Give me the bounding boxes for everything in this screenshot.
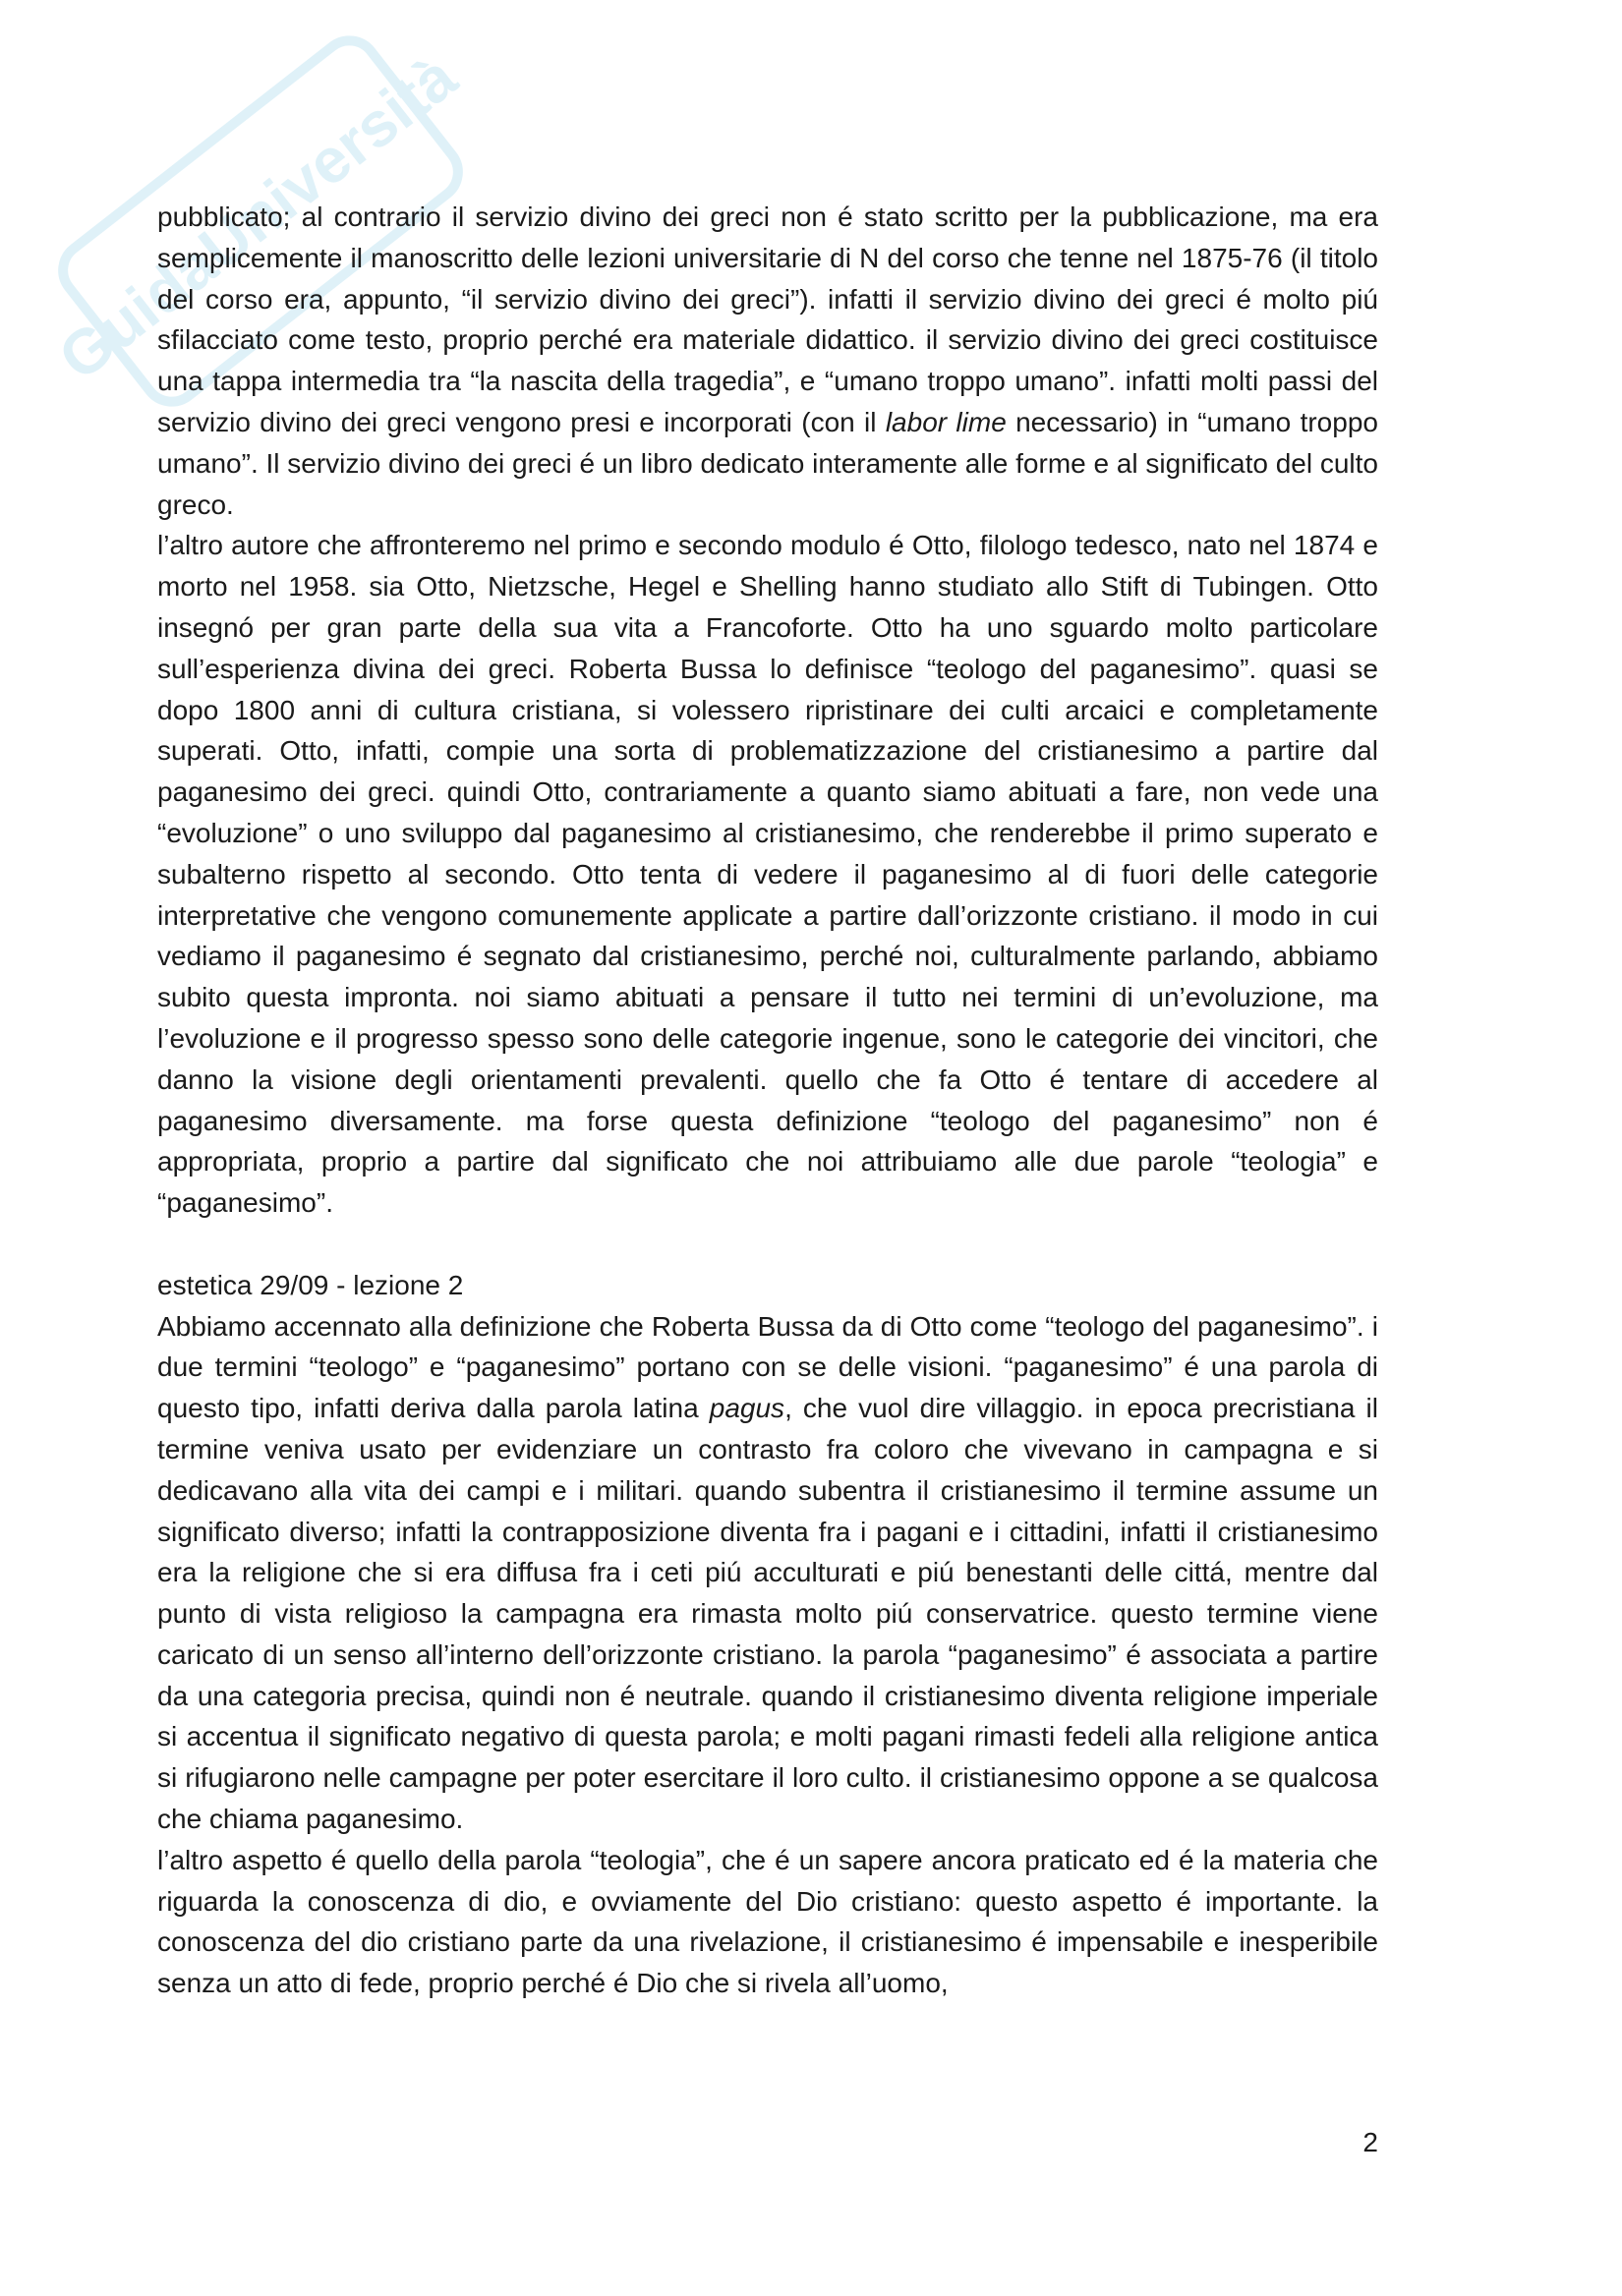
paragraph-text: l’altro autore che affronteremo nel primo e secondo modulo é Otto, filologo tedesco, nato nel 1874 e morto nel 1958. sia Otto, Nietzsche, Hegel e Shelling hanno studiato allo Stift di Tubingen. Otto insegnó per gran parte della sua vita a Francoforte. Otto ha uno sguardo molto particolare sull’esperienza divina dei greci. Roberta Bussa lo definisce “teologo del paganesimo”. quasi se dopo 1800 anni di cultura cristiana, si volessero ripristinare dei culti arcaici e completamente superati. Otto, infatti, compie una sorta di problematizzazione del cristianesimo a partire dal paganesimo dei greci. quindi Otto, contrariamente a quanto siamo abituati a fare, non vede una “evoluzione” o uno sviluppo dal paganesimo al cristianesimo, che renderebbe il primo superato e subalterno rispetto al secondo. Otto tenta di vedere il paganesimo al di fuori delle categorie interpretative che vengono comunemente applicate a partire dall’orizzonte cristiano. il modo in cui vediamo il paganesimo é segnato dal cristianesimo, perché noi, culturalmente parlando, abbiamo subito questa impronta. noi siamo abituati a pensare il tutto nei termini di un’evoluzione, ma l’evoluzione e il progresso spesso sono delle categorie ingenue, sono le categorie dei vincitori, che danno la visione degli orientamenti prevalenti. quello che fa Otto é tentare di accedere al paganesimo diversamente. ma forse questa definizione “teologo del paganesimo” non é appropriata, proprio a partire dal significato che noi attribuiamo alle due parole “teologia” e “paganesimo”. bbox=[157, 530, 1378, 1219]
document-body bbox=[157, 197, 1378, 2004]
section-intro bbox=[157, 197, 1378, 1224]
paragraph-text: Abbiamo accennato alla definizione che Roberta Bussa da di Otto come “teologo del paganesimo”. i due termini “teologo” e “paganesimo” portano con se delle visioni. “paganesimo” é una parola di questo tipo, infatti deriva dalla parola latina bbox=[157, 1310, 1378, 1424]
paragraph-text: pubblicato; al contrario il servizio divino dei greci non é stato scritto per la pubblicazione, ma era semplicemente il manoscritto delle lezioni universitarie di N del corso che tenne nel 1875-76 (il titolo del corso era, appunto, “il servizio divino dei greci”). infatti il servizio divino dei greci é molto piú sfilacciato come testo, proprio perché era materiale didattico. il servizio divino dei greci costituisce una tappa intermedia tra “la nascita della tragedia”, e “umano troppo umano”. infatti molti passi del servizio divino dei greci vengono presi e incorporati (con il bbox=[157, 201, 1378, 437]
paragraph-text: l’altro aspetto é quello della parola “teologia”, che é un sapere ancora praticato ed é la materia che riguarda la conoscenza di dio, e ovviamente del Dio cristiano: questo aspetto é importante. la conoscenza del dio cristiano parte da una rivelazione, il cristianesimo é impensabile e inesperibile senza un atto di fede, proprio perché é Dio che si rivela all’uomo, bbox=[157, 1844, 1378, 1999]
paragraph bbox=[157, 197, 1378, 525]
paragraph bbox=[157, 1306, 1378, 1840]
page-number: 2 bbox=[1362, 2127, 1378, 2157]
section-lesson-2 bbox=[157, 1306, 1378, 2005]
paragraph bbox=[157, 525, 1378, 1224]
paragraph-text: , che vuol dire villaggio. in epoca precristiana il termine veniva usato per evidenziare un contrasto fra coloro che vivevano in campagna e si dedicavano alla vita dei campi e i militari. quando subentra il cristianesimo il termine assume un significato diverso; infatti la contrapposizione diventa fra i pagani e i cittadini, infatti il cristianesimo era la religione che si era diffusa fra i ceti piú acculturati e piú benestanti delle cittá, mentre dal punto di vista religioso la campagna era rimasta molto piú conservatrice. questo termine viene caricato di un senso all’interno dell’orizzonte cristiano. la parola “paganesimo” é associata a partire da una categoria precisa, quindi non é neutrale. quando il cristianesimo diventa religione imperiale si accentua il significato negativo di questa parola; e molti pagani rimasti fedeli alla religione antica si rifugiarono nelle campagne per poter esercitare il loro culto. il cristianesimo oppone a se qualcosa che chiama paganesimo. bbox=[157, 1393, 1378, 1835]
italic-term: pagus bbox=[709, 1393, 785, 1424]
italic-term: labor lime bbox=[885, 406, 1007, 437]
watermark-text: GuidaUniversità bbox=[45, 40, 470, 394]
section-heading: estetica 29/09 - lezione 2 bbox=[157, 1269, 464, 1300]
paragraph bbox=[157, 1840, 1378, 2004]
paragraph-text: necessario) in “umano troppo umano”. Il servizio divino dei greci é un libro dedicato interamente alle forme e al significato del culto greco. bbox=[157, 406, 1378, 520]
